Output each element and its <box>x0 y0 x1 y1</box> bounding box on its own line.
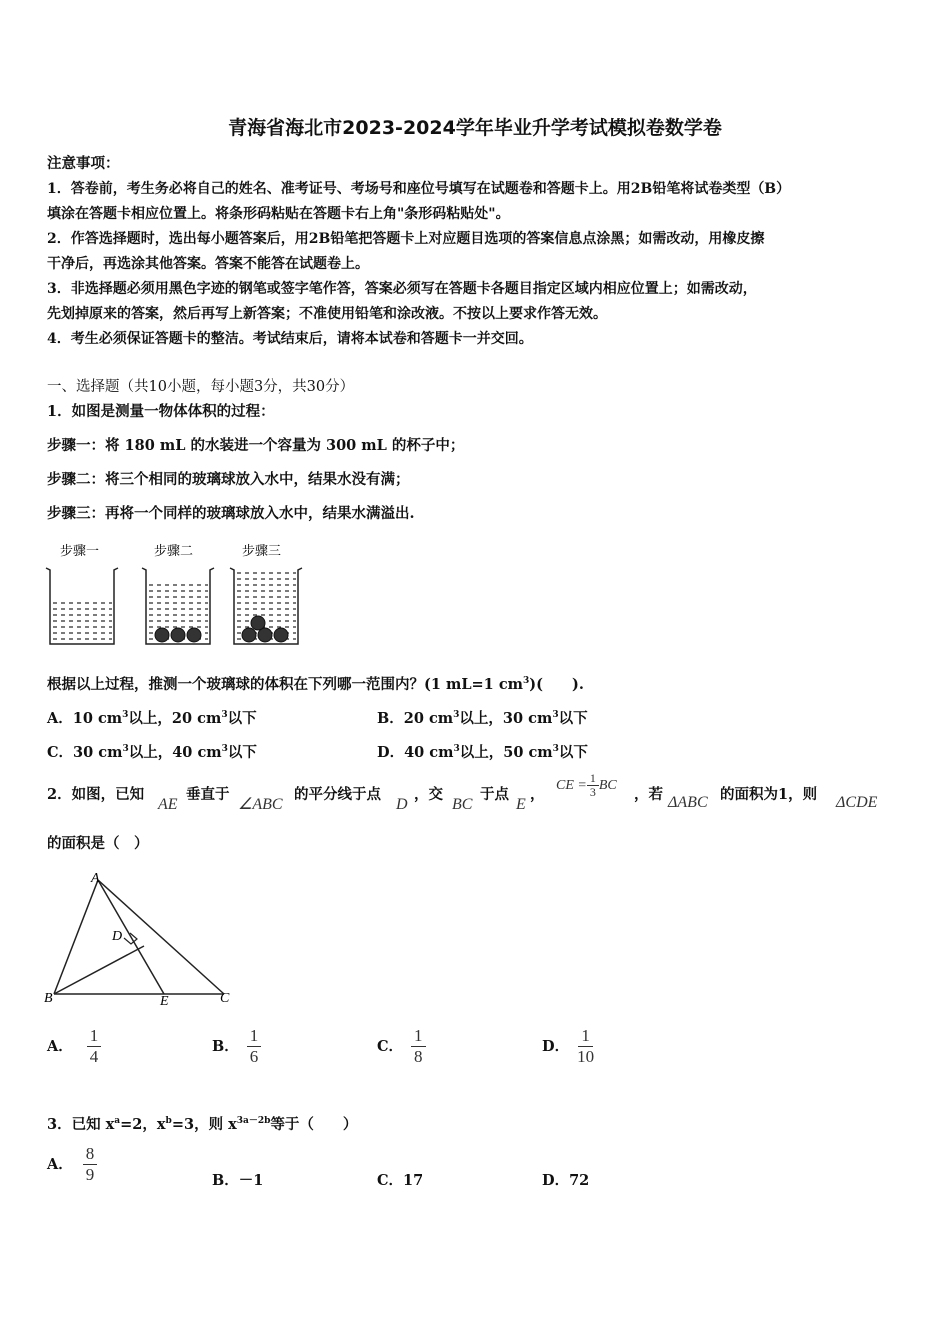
notice-line: 4．考生必须保证答题卡的整洁。考试结束后，请将本试卷和答题卡一并交回。 <box>47 331 533 347</box>
q2-e: E <box>516 796 526 813</box>
beaker-1 <box>46 568 118 644</box>
q3-option-a[interactable]: A． $\frac{8}{9}$ <box>47 1144 97 1185</box>
q2-p7: ，若 <box>634 786 663 803</box>
q2-p9: 的面积是（ ） <box>47 835 149 852</box>
q2-ae: AE <box>158 796 178 813</box>
point-a: A <box>91 871 100 886</box>
q2-tri-abc: ΔABC <box>668 794 708 811</box>
point-b: B <box>44 991 53 1006</box>
beaker-3 <box>230 568 302 644</box>
beaker-2 <box>142 568 214 644</box>
q2-option-d[interactable]: D． $\frac{1}{10}$ <box>542 1026 595 1066</box>
notice-line: 先划掉原来的答案，然后再写上新答案；不准使用铅笔和涂改液。不按以上要求作答无效。 <box>47 306 607 322</box>
triangle-figure <box>40 868 240 1012</box>
beaker-figure <box>44 540 314 654</box>
q2-p4: ，交 <box>414 786 443 803</box>
q2-p2: 垂直于 <box>186 786 230 803</box>
fig-label-step3: 步骤三 <box>242 544 282 559</box>
q1-question: 根据以上过程，推测一个玻璃球的体积在下列哪一范围内？(1 mL=1 $cm^3$)( ). <box>47 675 584 693</box>
q1-option-a[interactable]: A．10 $cm^3$以上，20 $cm^3$以下 <box>47 709 257 727</box>
q2-p3: 的平分线于点 <box>294 786 381 803</box>
notice-line: 1．答卷前，考生务必将自己的姓名、准考证号、考场号和座位号填写在试题卷和答题卡上。用2B铅笔将试卷类型（B） <box>47 181 791 197</box>
fig-label-step1: 步骤一 <box>60 544 100 559</box>
q2-option-a[interactable]: A． $\frac{1}{4}$ <box>47 1026 101 1067</box>
q3-stem: 3．已知 $x^a=2$，$x^b=3$，则 $x^{3a-2b}$等于（ ） <box>47 1115 358 1133</box>
point-c: C <box>220 991 230 1006</box>
section-heading: 一、选择题（共10小题，每小题3分，共30分） <box>47 379 355 395</box>
notice-line: 2．作答选择题时，选出每小题答案后，用2B铅笔把答题卡上对应题目选项的答案信息点涂黑；如需改动，用橡皮擦 <box>47 231 765 247</box>
q1-option-b[interactable]: B．20 $cm^3$以上，30 $cm^3$以下 <box>377 709 588 727</box>
q2-angle-abc: ∠ABC <box>238 796 283 813</box>
q3-option-b[interactable]: B．－1 <box>212 1172 264 1189</box>
notice-heading: 注意事项： <box>47 155 120 172</box>
q2-p6: ， <box>530 786 545 803</box>
point-d: D <box>112 929 123 944</box>
q1-stem: 1．如图是测量一物体体积的过程： <box>47 403 275 420</box>
q2-option-c[interactable]: C． $\frac{1}{8}$ <box>377 1026 426 1067</box>
q2-p1: 2．如图，已知 <box>47 786 145 803</box>
q2-bc: BC <box>452 796 473 813</box>
page-title: 青海省海北市2023-2024学年毕业升学考试模拟卷数学卷 <box>228 117 722 139</box>
q2-option-b[interactable]: B． $\frac{1}{6}$ <box>212 1026 261 1067</box>
notice-line: 填涂在答题卡相应位置上。将条形码粘贴在答题卡右上角"条形码粘贴处"。 <box>47 206 510 222</box>
fig-label-step2: 步骤二 <box>154 544 194 559</box>
q1-step1: 步骤一：将 180 mL 的水装进一个容量为 300 mL 的杯子中； <box>47 437 465 454</box>
q2-tri-cde: ΔCDE <box>836 794 878 811</box>
notice-line: 3．非选择题必须用黑色字迹的钢笔或签字笔作答，答案必须写在答题卡各题目指定区域内相应位置上；如需改动， <box>47 281 757 297</box>
q1-option-c[interactable]: C．30 $cm^3$以上，40 $cm^3$以下 <box>47 743 257 761</box>
q1-step2: 步骤二：将三个相同的玻璃球放入水中，结果水没有满； <box>47 471 410 488</box>
q3-option-c[interactable]: C．17 <box>377 1172 424 1189</box>
q2-d: D <box>396 796 408 813</box>
q2-p5: 于点 <box>480 786 509 803</box>
point-e: E <box>160 994 169 1008</box>
notice-line: 干净后，再选涂其他答案。答案不能答在试题卷上。 <box>47 256 369 272</box>
q2-ce-formula: CE = $\frac{1}{3}$ BC <box>556 771 617 799</box>
q1-option-d[interactable]: D．40 $cm^3$以上，50 $cm^3$以下 <box>377 743 588 761</box>
q2-p8: 的面积为1，则 <box>720 786 818 803</box>
q1-step3: 步骤三：再将一个同样的玻璃球放入水中，结果水满溢出. <box>47 505 415 522</box>
q3-option-d[interactable]: D．72 <box>542 1172 590 1189</box>
